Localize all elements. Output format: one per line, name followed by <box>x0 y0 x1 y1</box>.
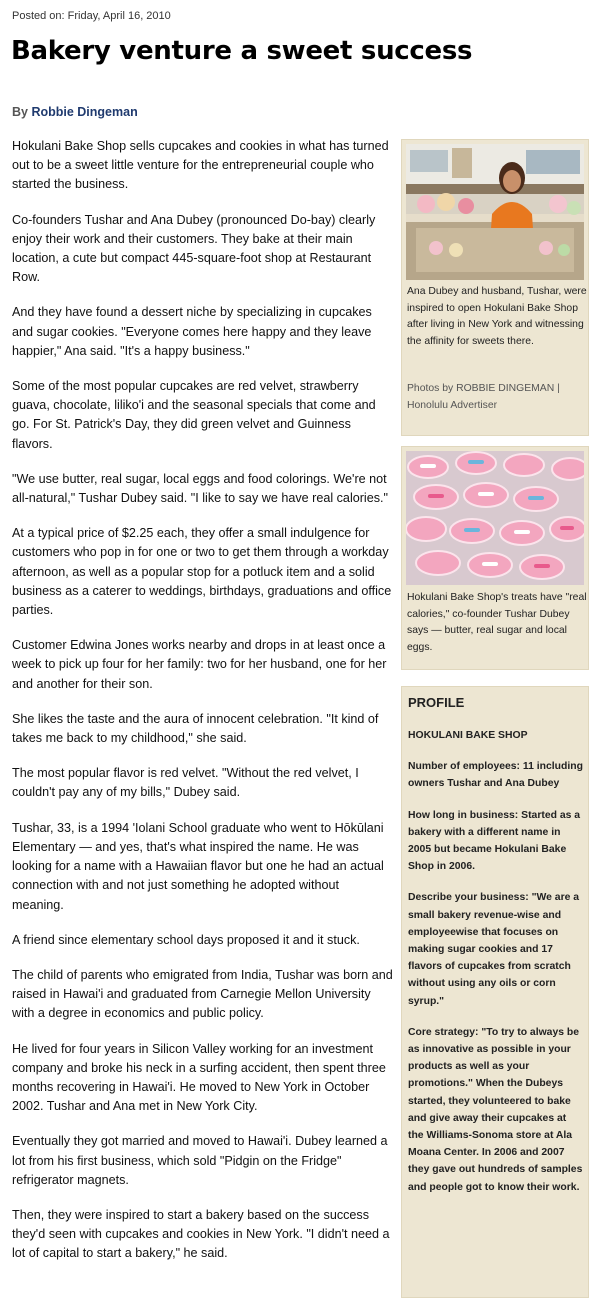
owners-photo-caption: Ana Dubey and husband, Tushar, were inspired to open Hokulani Bake Shop after living in New York and witnessing the affinity for sweets there. <box>407 286 587 348</box>
profile-item: How long in business: Started as a bakery with a different name in 2005 but became Hokulani Bake Shop in 2006. <box>408 809 581 873</box>
author-link[interactable]: Robbie Dingeman <box>31 105 138 119</box>
profile-body <box>408 727 584 1210</box>
byline <box>12 105 138 119</box>
article-paragraph: She likes the taste and the aura of innocent celebration. "It kind of takes me back to my childhood," she said. <box>12 711 379 746</box>
owners-photo[interactable] <box>406 144 584 280</box>
article-paragraph: A friend since elementary school days proposed it and it stuck. <box>12 932 360 947</box>
article-paragraph: Eventually they got married and moved to Hawai'i. Dubey learned a lot from his first business, which sold "Pidgin on the Fridge" refrigerator magnets. <box>12 1134 388 1187</box>
photo-box-owners <box>401 139 589 436</box>
profile-box <box>401 686 589 1298</box>
byline-prefix: By <box>12 105 32 119</box>
profile-item: Core strategy: "To try to always be as innovative as possible in your products as well as your promotions." When the Dubeys started, they volunteered to bake and give away their cupcakes at the Williams-Sonoma store at Ala Moana Center. In 2006 and 2007 they gave out hundreds of samples and people got to know their work. <box>408 1026 583 1193</box>
profile-company-name: HOKULANI BAKE SHOP <box>408 730 528 741</box>
article-paragraph: Some of the most popular cupcakes are red velvet, strawberry guava, chocolate, liliko'i and the seasonal specials that come and go. For St. Patrick's Day, they did green velvet and Guinness flavors. <box>12 379 376 451</box>
article-paragraph: Tushar, 33, is a 1994 'Iolani School graduate who went to Hōkūlani Elementary — and yes, that's what inspired the name. He was looking for a name with a Hawaiian flavor but one he had an actual connection with and not just something he adopted without meaning. <box>12 820 384 912</box>
article-paragraph: He lived for four years in Silicon Valley working for an investment company and broke his neck in a surfing accident, then spent three months recovering in Hawai'i. He moved to New York in October 2002. Tushar and Ana met in New York City. <box>12 1041 386 1114</box>
photo-credit: Photos by ROBBIE DINGEMAN | Honolulu Advertiser <box>407 383 560 411</box>
article-paragraph: The child of parents who emigrated from India, Tushar was born and raised in Hawai'i and graduated from Carnegie Mellon University with a degree in economics and public policy. <box>12 967 393 1021</box>
article-body <box>12 137 394 1280</box>
article-paragraph: Hokulani Bake Shop sells cupcakes and cookies in what has turned out to be a sweet little venture for the entrepreneurial couple who started the business. <box>12 139 389 192</box>
article-paragraph: At a typical price of $2.25 each, they offer a small indulgence for customers who pop in for one or two to get them through a workday afternoon, as well as a popular stop for a potluck item and a solid business as a caterer to weddings, birthdays, graduations and office parties. <box>12 526 392 618</box>
article-paragraph: And they have found a dessert niche by specializing in cupcakes and sugar cookies. "Everyone comes here happy and they leave happier," Ana said. "It's a happy business." <box>12 305 372 358</box>
article-headline: Bakery venture a sweet success <box>11 36 473 66</box>
profile-heading: PROFILE <box>408 695 465 710</box>
article-paragraph: "We use butter, real sugar, local eggs and food colorings. We're not all-natural," Tushar Dubey said. "I like to say we have real calories." <box>12 471 389 506</box>
article-paragraph: Co-founders Tushar and Ana Dubey (pronounced Do-bay) clearly enjoy their work and their customers. They bake at their main location, a cute but compact 445-square-foot shop at Restaurant Row. <box>12 212 376 285</box>
article-paragraph: The most popular flavor is red velvet. "Without the red velvet, I couldn't pay any of my bills," Dubey said. <box>12 766 359 800</box>
cookies-photo-caption: Hokulani Bake Shop's treats have "real calories," co-founder Tushar Dubey says — butter, real sugar and local eggs. <box>407 592 587 654</box>
cookies-photo[interactable] <box>406 451 584 585</box>
cookies-photo-image <box>406 451 584 585</box>
article-paragraph: Customer Edwina Jones works nearby and drops in at least once a week to pick up four for her family: two for her husband, one for her and another for their son. <box>12 638 387 691</box>
article-paragraph: Then, they were inspired to start a bakery based on the success they'd seen with cupcakes and cookies in New York. "I didn't need a lot of capital to start a bakery," he said. <box>12 1207 390 1261</box>
owners-photo-image <box>406 144 584 280</box>
posted-date: Posted on: Friday, April 16, 2010 <box>12 10 171 22</box>
profile-item: Describe your business: "We are a small bakery revenue-wise and employeewise that focuses on making sugar cookies and 17 flavors of cupcakes from scratch without using any oils or corn syrup." <box>408 892 580 1007</box>
profile-item: Number of employees: 11 including owners Tushar and Ana Dubey <box>408 761 583 790</box>
photo-box-cookies <box>401 446 589 670</box>
